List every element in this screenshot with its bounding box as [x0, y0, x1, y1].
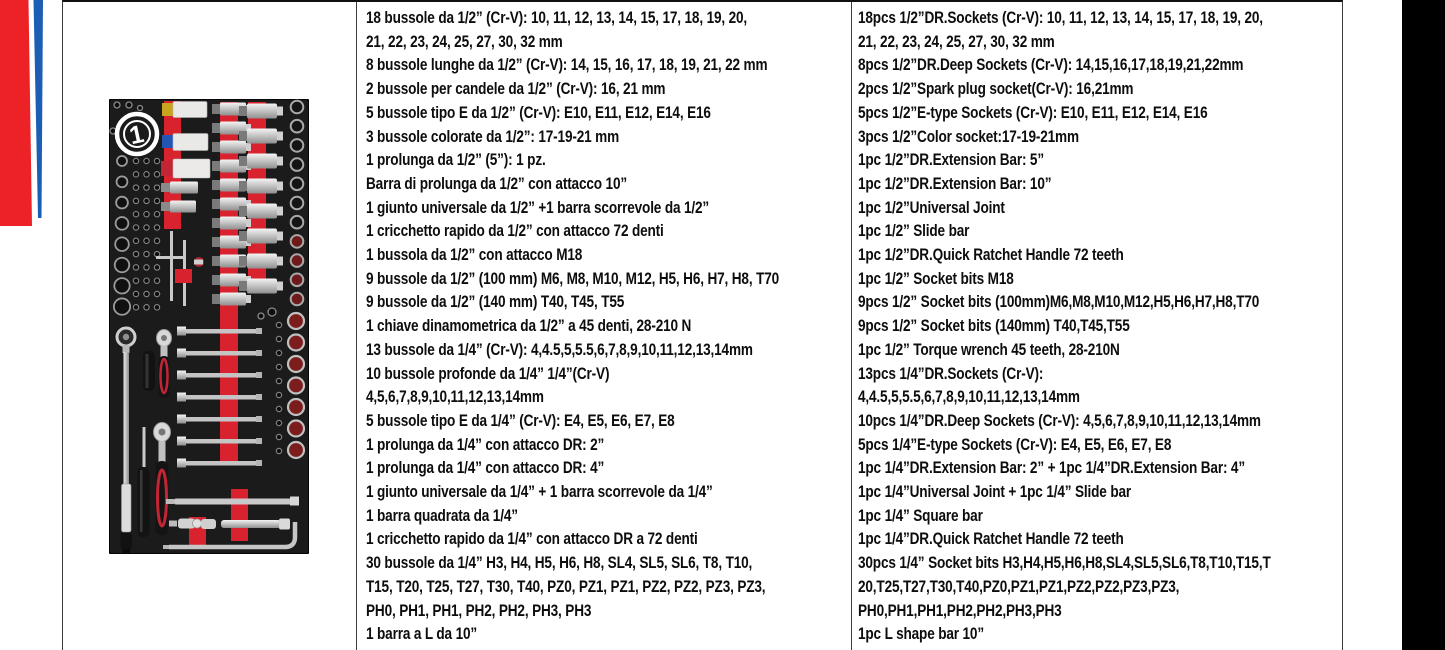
banner-blue-stripe: [34, 0, 44, 218]
spec-column-italian: [356, 2, 851, 650]
spec-line-italian: 5 bussole tipo E da 1/4” (Cr-V): E4, E5, E6, E7, E8: [366, 410, 675, 430]
tool-tray-photo: [109, 99, 309, 554]
spec-line-english: 1pc 1/2” Slide bar: [858, 221, 970, 241]
spec-line-english: 10pcs 1/4”DR.Deep Sockets (Cr-V): 4,5,6,7,8,9,10,11,12,13,14mm: [858, 410, 1261, 430]
socket-bit: [186, 329, 256, 334]
bit-hole: [154, 212, 159, 217]
socket-bit: [177, 459, 186, 468]
spec-line-english: 5pcs 1/4”E-type Sockets (Cr-V): E4, E5, E6, E7, E8: [858, 434, 1172, 454]
spec-line-english: 3pcs 1/2”Color socket:17-19-21mm: [858, 126, 1079, 146]
socket-bit: [256, 328, 262, 334]
socket-bit: [177, 415, 186, 424]
bit-hole: [154, 305, 159, 310]
socket: [246, 295, 251, 303]
bit-hole: [144, 278, 149, 283]
spec-line-english: 30pcs 1/4” Socket bits H3,H4,H5,H6,H8,SL4,SL5,SL6,T8,T10,T15,T: [858, 553, 1271, 573]
color-socket: [288, 421, 304, 437]
spec-line-italian: 2 bussole per candele da 1/2” (Cr-V): 16, 21 mm: [366, 79, 666, 99]
socket-hole: [126, 102, 132, 108]
socket-hole: [268, 308, 276, 316]
deep-socket: [239, 206, 247, 216]
bit-hole: [144, 251, 149, 256]
socket: [117, 156, 127, 166]
deep-socket: [247, 179, 277, 194]
spec-line-italian: Barra di prolunga da 1/2” con attacco 10”: [366, 173, 627, 193]
spec-line-italian: 1 giunto universale da 1/2” +1 barra scorrevole da 1/2”: [366, 197, 710, 217]
bit-hole: [276, 420, 281, 425]
spec-line-english: 5pcs 1/2”E-type Sockets (Cr-V): E10, E11, E12, E14, E16: [858, 102, 1208, 122]
spec-table: [62, 0, 1343, 650]
deep-socket: [277, 107, 283, 116]
socket: [114, 278, 129, 293]
socket-hole: [114, 102, 120, 108]
bit-hole: [154, 265, 159, 270]
deep-socket: [277, 182, 283, 191]
deep-socket: [247, 104, 277, 119]
spec-line-italian: PH0, PH1, PH1, PH2, PH2, PH3, PH3: [366, 600, 592, 620]
spec-column-english: [851, 2, 1342, 650]
deep-socket: [239, 131, 247, 141]
socket: [212, 161, 220, 171]
spec-line-english: 1pc 1/2”DR.Extension Bar: 5”: [858, 150, 1044, 170]
socket-bit: [256, 372, 262, 378]
spec-line-english: 9pcs 1/2” Socket bits (100mm)M6,M8,M10,M12,H5,H6,H7,H8,T70: [858, 292, 1260, 312]
bit-hole: [276, 350, 281, 355]
e-socket: [291, 197, 304, 210]
item-number-badge: [117, 114, 157, 154]
deep-socket: [277, 232, 283, 241]
spec-line-italian: 21, 22, 23, 24, 25, 27, 30, 32 mm: [366, 31, 563, 51]
small-ratchet: [157, 330, 172, 399]
bit-hole: [154, 238, 159, 243]
socket: [212, 180, 220, 190]
socket-bit: [256, 416, 262, 422]
spec-line-english: 1pc 1/4” Square bar: [858, 505, 983, 525]
bit-hole: [276, 364, 281, 369]
color-socket: [288, 442, 304, 458]
banner-red-stripe: [0, 0, 32, 226]
socket: [116, 197, 128, 209]
color-socket: [288, 356, 304, 372]
socket: [212, 104, 220, 114]
e-socket: [291, 274, 304, 287]
spec-line-english: PH0,PH1,PH1,PH2,PH2,PH3,PH3: [858, 600, 1062, 620]
bit-hole: [276, 434, 281, 439]
spec-line-italian: 8 bussole lunghe da 1/2” (Cr-V): 14, 15, 16, 17, 18, 19, 21, 22 mm: [366, 55, 768, 75]
deep-socket: [247, 129, 277, 144]
bit-hole: [133, 158, 138, 163]
bit-hole: [133, 238, 138, 243]
spec-line-english: 1pc 1/4”DR.Extension Bar: 2” + 1pc 1/4”DR.Extension Bar: 4”: [858, 458, 1245, 478]
socket: [212, 123, 220, 133]
socket-bit: [177, 349, 186, 358]
deep-socket: [277, 132, 283, 141]
bit-hole: [133, 265, 138, 270]
socket: [212, 199, 220, 209]
bit-hole: [133, 172, 138, 177]
spec-line-english: 1pc 1/2”Universal Joint: [858, 197, 1005, 217]
bit-hole: [154, 158, 159, 163]
socket-bit: [186, 373, 256, 378]
bit-hole: [133, 185, 138, 190]
bit-hole: [276, 448, 281, 453]
socket-bit: [186, 351, 256, 356]
socket: [212, 237, 220, 247]
large-ratchet: [154, 423, 171, 536]
e-socket: [291, 293, 304, 306]
spec-line-italian: 1 giunto universale da 1/4” + 1 barra scorrevole da 1/4”: [366, 482, 713, 502]
bit-hole: [276, 378, 281, 383]
spec-line-english: 18pcs 1/2”DR.Sockets (Cr-V): 10, 11, 12, 13, 14, 15, 17, 18, 19, 20,: [858, 8, 1263, 27]
spec-line-italian: 10 bussole profonde da 1/4” 1/4”(Cr-V): [366, 363, 610, 383]
spec-line-english: 20,T25,T27,T30,T40,PZ0,PZ1,PZ1,PZ2,PZ2,PZ3,PZ3,: [858, 576, 1180, 596]
spec-line-english: 1pc 1/4”DR.Quick Ratchet Handle 72 teeth: [858, 529, 1124, 549]
spec-line-italian: 1 bussola da 1/2” con attacco M18: [366, 245, 583, 265]
bit-hole: [133, 305, 138, 310]
bit-hole: [144, 225, 149, 230]
spec-text-italian: [366, 6, 851, 646]
spec-line-italian: 1 prolunga da 1/2” (5”): 1 pz.: [366, 150, 546, 170]
bit-hole: [154, 225, 159, 230]
deep-socket: [239, 181, 247, 191]
bit-hole: [133, 291, 138, 296]
socket-bit: [256, 438, 262, 444]
spec-line-english: 21, 22, 23, 24, 25, 27, 30, 32 mm: [858, 31, 1055, 51]
bit-hole: [154, 291, 159, 296]
socket-hole: [258, 313, 264, 319]
bit-hole: [144, 265, 149, 270]
deep-socket: [277, 207, 283, 216]
spec-line-english: 2pcs 1/2”Spark plug socket(Cr-V): 16,21mm: [858, 79, 1134, 99]
socket-bit: [186, 439, 256, 444]
bit-hole: [144, 291, 149, 296]
deep-socket: [239, 231, 247, 241]
color-socket: [288, 399, 304, 415]
spec-line-english: 1pc 1/2”DR.Quick Ratchet Handle 72 teeth: [858, 245, 1124, 265]
deep-socket: [247, 279, 277, 294]
bit-hole: [144, 238, 149, 243]
catalog-banner: [0, 0, 46, 232]
deep-socket: [239, 256, 247, 266]
socket: [246, 143, 251, 151]
deep-socket: [277, 157, 283, 166]
bit-hole: [133, 225, 138, 230]
spec-line-italian: 1 prolunga da 1/4” con attacco DR: 4”: [366, 458, 605, 478]
bit-hole: [144, 158, 149, 163]
product-image-cell: [63, 2, 356, 650]
socket-bit: [177, 327, 186, 336]
deep-socket: [247, 154, 277, 169]
deep-socket: [247, 204, 277, 219]
socket: [220, 217, 246, 230]
socket-bit: [256, 460, 262, 466]
socket-bit: [177, 393, 186, 402]
socket-bit: [256, 394, 262, 400]
bit-hole: [133, 278, 138, 283]
deep-socket: [239, 281, 247, 291]
socket: [212, 275, 220, 285]
deep-socket: [239, 156, 247, 166]
bit-hole: [154, 278, 159, 283]
bit-hole: [144, 305, 149, 310]
spec-line-english: 9pcs 1/2” Socket bits (140mm) T40,T45,T55: [858, 316, 1130, 336]
bit-hole: [276, 392, 281, 397]
socket-bit: [186, 417, 256, 422]
deep-socket: [239, 106, 247, 116]
bit-hole: [133, 251, 138, 256]
e-socket: [291, 178, 304, 191]
socket: [116, 217, 129, 230]
socket: [115, 258, 130, 273]
deep-socket: [277, 257, 283, 266]
bit-hole: [276, 322, 281, 327]
spec-line-italian: 1 chiave dinamometrica da 1/2” a 45 denti, 28-210 N: [366, 316, 692, 336]
bit-hole: [144, 212, 149, 217]
bit-hole: [133, 198, 138, 203]
spec-line-italian: 1 prolunga da 1/4” con attacco DR: 2”: [366, 434, 605, 454]
spec-line-italian: 1 barra quadrata da 1/4”: [366, 505, 518, 525]
spec-line-italian: 18 bussole da 1/2” (Cr-V): 10, 11, 12, 13, 14, 15, 17, 18, 19, 20,: [366, 8, 748, 27]
e-socket: [291, 216, 304, 229]
socket-bit: [186, 461, 256, 466]
spec-line-italian: 1 cricchetto rapido da 1/4” con attacco DR a 72 denti: [366, 529, 698, 549]
spec-line-italian: 13 bussole da 1/4” (Cr-V): 4,4.5,5,5.5,6,7,8,9,10,11,12,13,14mm: [366, 339, 753, 359]
spec-line-english: 1pc L shape bar 10”: [858, 624, 984, 644]
spec-line-italian: 9 bussole da 1/2” (100 mm) M6, M8, M10, M12, H5, H6, H7, H8, T70: [366, 268, 780, 288]
spec-line-italian: T15, T20, T25, T27, T30, T40, PZ0, PZ1, PZ1, PZ2, PZ2, PZ3, PZ3,: [366, 576, 766, 596]
socket-bit: [177, 437, 186, 446]
e-socket: [291, 139, 304, 152]
socket: [246, 219, 251, 227]
bit-hole: [154, 198, 159, 203]
socket: [117, 176, 128, 187]
socket: [114, 298, 130, 314]
bit-hole: [154, 251, 159, 256]
deep-socket: [277, 282, 283, 291]
spec-line-english: 4,4.5,5,5.5,6,7,8,9,10,11,12,13,14mm: [858, 387, 1080, 407]
bit-hole: [276, 336, 281, 341]
e-socket: [291, 101, 304, 114]
spec-line-english: 1pc 1/2”DR.Extension Bar: 10”: [858, 173, 1052, 193]
socket-bit: [177, 371, 186, 380]
e-socket: [291, 254, 304, 267]
spec-line-english: 8pcs 1/2”DR.Deep Sockets (Cr-V): 14,15,16,17,18,19,21,22mm: [858, 55, 1244, 75]
color-socket: [288, 313, 304, 329]
spec-line-english: 1pc 1/2” Torque wrench 45 teeth, 28-210N: [858, 339, 1120, 359]
socket-hole: [138, 106, 143, 111]
spec-text-english: [858, 6, 1342, 646]
color-socket: [288, 378, 304, 394]
color-socket: [288, 335, 304, 351]
bit-hole: [144, 185, 149, 190]
socket-bit: [186, 395, 256, 400]
spec-line-italian: 1 barra a L da 10”: [366, 624, 478, 644]
spec-line-italian: 30 bussole da 1/4” H3, H4, H5, H6, H8, SL4, SL5, SL6, T8, T10,: [366, 553, 753, 573]
item-number: 1: [126, 119, 147, 151]
spec-line-italian: 4,5,6,7,8,9,10,11,12,13,14mm: [366, 387, 544, 407]
bit-hole: [133, 212, 138, 217]
spec-line-english: 1pc 1/2” Socket bits M18: [858, 268, 1014, 288]
bit-hole: [144, 198, 149, 203]
spec-line-english: 13pcs 1/4”DR.Sockets (Cr-V):: [858, 363, 1044, 383]
e-socket: [291, 235, 304, 248]
e-socket: [291, 120, 304, 133]
socket-bit: [256, 350, 262, 356]
spec-line-italian: 9 bussole da 1/2” (140 mm) T40, T45, T55: [366, 292, 625, 312]
e-socket: [291, 158, 304, 171]
spec-line-italian: 3 bussole colorate da 1/2”: 17-19-21 mm: [366, 126, 620, 146]
bit-hole: [154, 185, 159, 190]
socket: [212, 218, 220, 228]
bit-adapter: [143, 351, 155, 391]
deep-socket: [247, 254, 277, 269]
socket: [212, 294, 220, 304]
spec-line-italian: 1 cricchetto rapido da 1/2” con attacco 72 denti: [366, 221, 664, 241]
socket: [212, 142, 220, 152]
spec-line-italian: 5 bussole tipo E da 1/2” (Cr-V): E10, E11, E12, E14, E16: [366, 102, 711, 122]
deep-socket: [247, 229, 277, 244]
page-edge-black-band: [1402, 0, 1445, 650]
spec-line-english: 1pc 1/4”Universal Joint + 1pc 1/4” Slide bar: [858, 482, 1132, 502]
socket: [220, 293, 246, 306]
bit-hole: [144, 172, 149, 177]
socket: [212, 256, 220, 266]
bit-hole: [276, 406, 281, 411]
socket: [220, 141, 246, 154]
bit-hole: [154, 172, 159, 177]
socket: [115, 237, 129, 251]
